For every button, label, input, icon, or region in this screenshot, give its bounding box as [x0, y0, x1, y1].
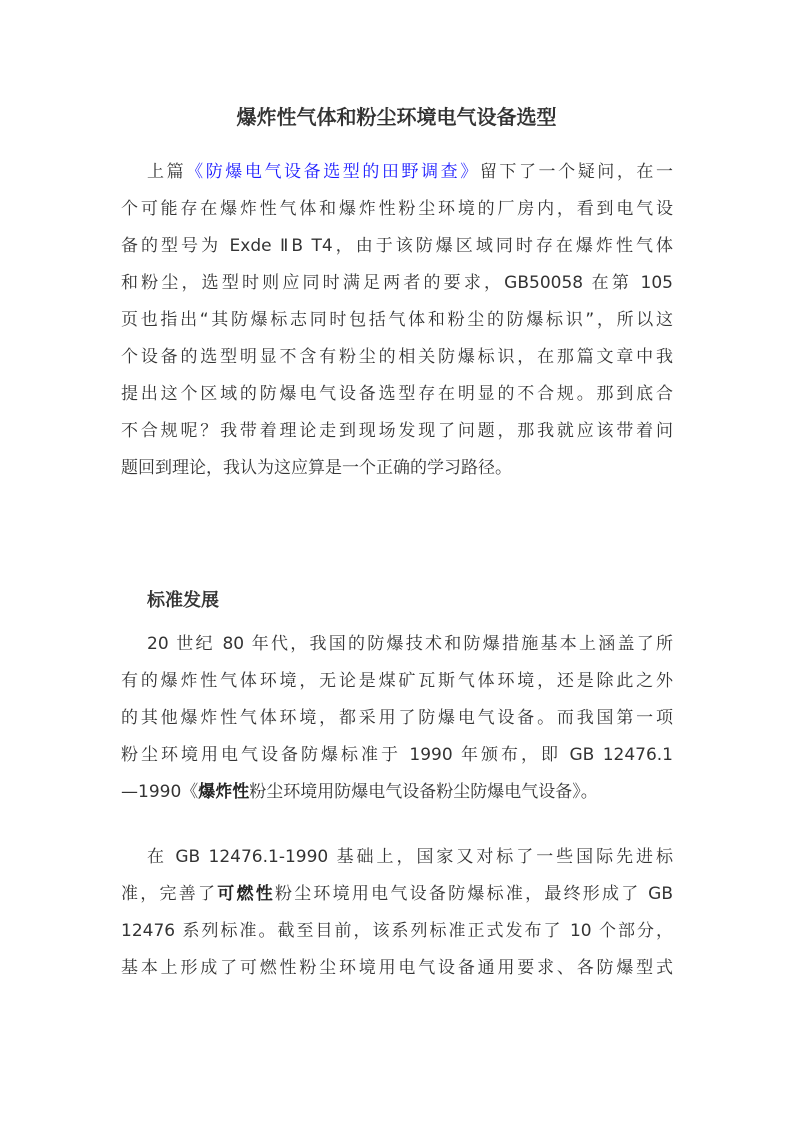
text-segment: 提出这个区域的防爆电气设备选型存在明显的不合规。那到底合	[121, 384, 673, 404]
text-segment: 粉尘环境用电气设备防爆标准于 1990 年颁布，即 GB 12476.1	[121, 745, 673, 765]
text-line	[121, 413, 673, 450]
standards-paragraph-1	[121, 626, 673, 811]
text-segment: 上篇	[147, 162, 187, 182]
text-line	[121, 839, 673, 876]
text-line	[121, 913, 673, 950]
text-segment: 在 GB 12476.1-1990 基础上，国家又对标了一些国际先进标	[147, 847, 673, 867]
text-segment: 个可能存在爆炸性气体和爆炸性粉尘环境的厂房内，看到电气设	[121, 199, 673, 219]
text-segment: 不合规呢？我带着理论走到现场发现了问题，那我就应该带着问	[121, 421, 673, 441]
text-line	[121, 950, 673, 987]
intro-paragraph	[121, 154, 673, 487]
text-segment: 备的型号为 Exde ⅡB T4，由于该防爆区域同时存在爆炸性气体	[121, 236, 673, 256]
text-line	[121, 663, 673, 700]
text-segment: —1990《	[121, 782, 199, 802]
text-segment: 12476 系列标准。截至目前，该系列标准正式发布了 10 个部分，	[121, 921, 673, 941]
bold-text: 可燃性	[217, 884, 275, 904]
text-segment: 基本上形成了可燃性粉尘环境用电气设备通用要求、各防爆型式	[121, 958, 673, 978]
text-line	[121, 876, 673, 913]
text-segment: 留下了一个疑问，在一	[479, 162, 674, 182]
text-line	[121, 450, 673, 487]
text-line	[121, 228, 673, 265]
text-segment: 准，完善了	[121, 884, 218, 904]
standards-paragraph-2	[121, 839, 673, 987]
text-line	[121, 191, 673, 228]
text-line	[121, 302, 673, 339]
article-link[interactable]: 《防爆电气设备选型的田野调查》	[186, 162, 480, 182]
text-line	[121, 265, 673, 302]
bold-text: 爆炸性	[198, 782, 250, 802]
document-title: 爆炸性气体和粉尘环境电气设备选型	[236, 105, 557, 129]
text-segment: 个设备的选型明显不含有粉尘的相关防爆标识，在那篇文章中我	[121, 347, 673, 367]
text-line	[121, 339, 673, 376]
text-line	[121, 737, 673, 774]
text-segment: 粉尘环境用防爆电气设备粉尘防爆电气设备》。	[249, 782, 598, 802]
text-segment: 和粉尘，选型时则应同时满足两者的要求，GB50058 在第 105	[121, 273, 673, 293]
text-segment: 20 世纪 80 年代，我国的防爆技术和防爆措施基本上涵盖了所	[147, 634, 673, 654]
text-segment: 页也指出“其防爆标志同时包括气体和粉尘的防爆标识”，所以这	[121, 310, 673, 330]
text-segment: 粉尘环境用电气设备防爆标准，最终形成了 GB	[274, 884, 674, 904]
text-line	[121, 626, 673, 663]
text-segment: 的其他爆炸性气体环境，都采用了防爆电气设备。而我国第一项	[121, 708, 673, 728]
text-segment: 有的爆炸性气体环境，无论是煤矿瓦斯气体环境，还是除此之外	[121, 671, 673, 691]
text-line	[121, 700, 673, 737]
text-line	[121, 376, 673, 413]
text-segment: 题回到理论，我认为这应算是一个正确的学习路径。	[121, 458, 512, 478]
section-heading: 标准发展	[147, 590, 219, 611]
text-line	[121, 154, 673, 191]
text-line	[121, 774, 673, 811]
